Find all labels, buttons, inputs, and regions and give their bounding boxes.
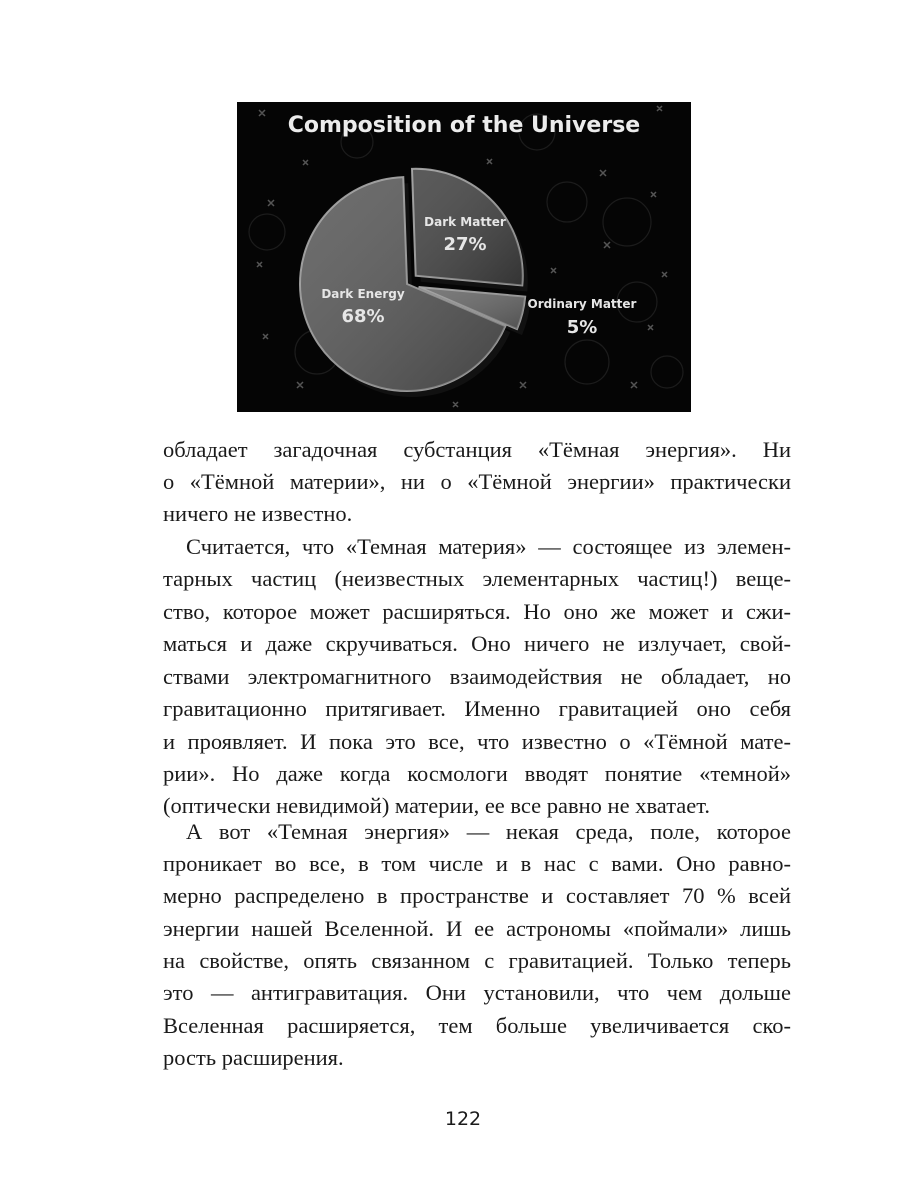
text-line: ство, которое может расширяться. Но оно же может и сжи- <box>163 599 791 624</box>
text-line: мерно распределено в пространстве и составляет 70 % всей <box>163 883 791 908</box>
slice-label-dark-energy: Dark Energy <box>321 287 405 301</box>
slice-value-dark-matter: 27% <box>443 234 487 255</box>
text-line: проникает во все, в том числе и в нас с вами. Оно равно- <box>163 851 791 876</box>
text-line: и проявляет. И пока это все, что известно о «Тёмной мате- <box>163 729 791 754</box>
pie-chart-figure <box>237 102 691 412</box>
slice-label-ordinary-matter: Ordinary Matter <box>527 297 637 311</box>
slice-label-dark-matter: Dark Matter <box>424 215 506 229</box>
pie-chart <box>237 102 691 412</box>
chart-title: Composition of the Universe <box>287 113 641 138</box>
text-line: это — антигравитация. Они установили, что чем дольше <box>163 980 791 1005</box>
text-line: энергии нашей Вселенной. И ее астрономы «поймали» лишь <box>163 916 791 941</box>
text-line: ствами электромагнитного взаимодействия не обладает, но <box>163 664 791 689</box>
text-line: обладает загадочная субстанция «Тёмная энергия». Ни <box>163 437 791 462</box>
text-line: гравитационно притягивает. Именно гравитацией оно себя <box>163 696 791 721</box>
text-line: рии». Но даже когда космологи вводят понятие «темной» <box>163 761 791 786</box>
text-line: о «Тёмной материи», ни о «Тёмной энергии» практически <box>163 469 791 494</box>
text-line: (оптически невидимой) материи, ее все равно не хватает. <box>163 793 711 818</box>
text-line: Вселенная расширяется, тем больше увеличивается ско- <box>163 1013 791 1038</box>
text-line: на свойстве, опять связанном с гравитацией. Только теперь <box>163 948 791 973</box>
text-line: рость расширения. <box>163 1045 344 1070</box>
text-line: А вот «Темная энергия» — некая среда, поле, которое <box>186 819 791 844</box>
slice-value-ordinary-matter: 5% <box>566 317 598 338</box>
slice-value-dark-energy: 68% <box>341 306 385 327</box>
page-number: 122 <box>444 1108 482 1130</box>
text-line: маться и даже скручиваться. Оно ничего не излучает, свой- <box>163 631 791 656</box>
text-line: тарных частиц (неизвестных элементарных частиц!) веще- <box>163 566 791 591</box>
text-line: ничего не известно. <box>163 501 353 526</box>
text-line: Считается, что «Темная материя» — состоящее из элемен- <box>186 534 791 559</box>
